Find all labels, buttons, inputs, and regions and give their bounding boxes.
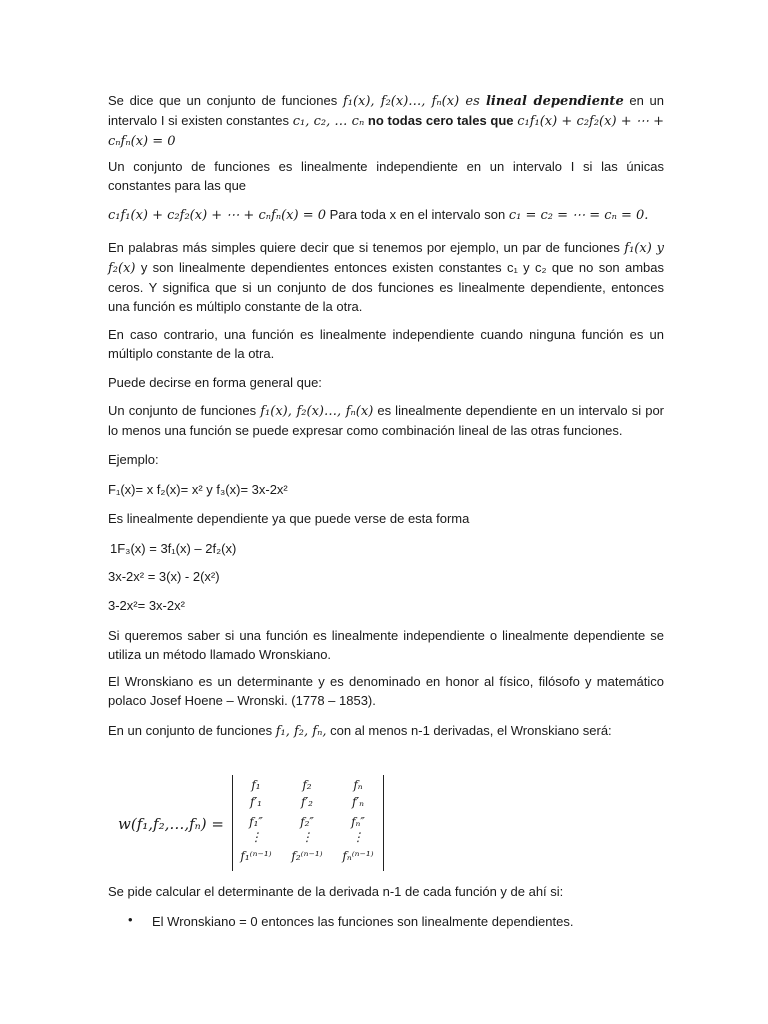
wronskian-determinant — [232, 775, 384, 871]
example-statement: Es linealmente dependiente ya que puede verse de esta forma — [108, 511, 470, 526]
paragraph-contrary: En caso contrario, una función es linealmente independiente cuando ninguna función es un múltiplo constante de la otra. — [108, 327, 664, 361]
matrix-cell: f′₁ — [250, 795, 262, 809]
example-functions: F₁(x)= x f₂(x)= x² y f₃(x)= 3x-2x² — [108, 482, 288, 497]
bullet-icon: • — [128, 912, 133, 927]
wronskian-label: w(f₁,f₂,…,fₙ) = — [118, 815, 224, 833]
matrix-cell: ⋮ — [301, 830, 313, 844]
paragraph-definition-dependent — [108, 91, 664, 151]
matrix-cell: f₂⁽ⁿ⁻¹⁾ — [291, 849, 323, 863]
matrix-cell: f₁″ — [249, 815, 263, 829]
math-equation: c₁f₁(x) + c₂f₂(x) + ⋯ + cₙfₙ(x) = 0 — [108, 208, 326, 223]
matrix-cell: f′₂ — [301, 795, 313, 809]
text-no-todas-cero: no todas cero tales que — [364, 113, 518, 128]
math-functions: f₁, f₂, fₙ, — [275, 724, 327, 739]
matrix-cell: f₂″ — [300, 815, 314, 829]
math-equation: c₁f₁(x) + c₂f₂(x) + ⋯ + cₙfₙ(x) = 0 — [108, 114, 664, 149]
math-functions: f₁(x), f₂(x)…, fₙ(x) — [260, 404, 374, 419]
text: con al menos n-1 derivadas, el Wronskiano será: — [326, 723, 612, 738]
text: En un conjunto de funciones — [108, 723, 276, 738]
bullet-item: El Wronskiano = 0 entonces las funciones son linealmente dependientes. — [152, 914, 574, 929]
text: en un intervalo I si existen constantes — [108, 93, 665, 128]
matrix-cell: f₂ — [302, 778, 312, 792]
math-lineal-dependiente: lineal dependiente — [485, 94, 624, 109]
example-result: 3-2x²= 3x-2x² — [108, 598, 185, 613]
math-functions: f₁(x) y f₂(x) — [108, 241, 664, 276]
paragraph-definition-independent: Un conjunto de funciones es linealmente independiente en un intervalo I si las únicas constantes para las que — [108, 159, 664, 193]
text: Un conjunto de funciones — [108, 403, 261, 418]
text: Se dice que un conjunto de funciones — [108, 93, 343, 108]
matrix-cell: ⋮ — [250, 830, 262, 844]
paragraph-general-definition — [108, 401, 664, 440]
matrix-cell: fₙ — [353, 778, 363, 792]
math-constants-zero: c₁ = c₂ = ⋯ = cₙ = 0. — [508, 208, 649, 223]
example-combination: 1F₃(x) = 3f₁(x) – 2f₂(x) — [110, 541, 237, 556]
example-step: 3x-2x² = 3(x) - 2(x²) — [108, 569, 220, 584]
matrix-cell: f′ₙ — [351, 795, 365, 809]
math-es: es — [459, 94, 486, 109]
paragraph-wronskian-history: El Wronskiano es un determinante y es denominado en honor al físico, filósofo y matemático polaco Josef Hoene – Wronski. (1778 – 1853). — [108, 674, 664, 708]
text: En palabras más simples quiere decir que si tenemos por ejemplo, un par de funciones — [108, 240, 625, 255]
matrix-cell: fₙ⁽ⁿ⁻¹⁾ — [342, 849, 374, 863]
text: es linealmente dependiente en un intervalo si por lo menos una función se puede expresar como combinación lineal de las otras funciones. — [108, 403, 664, 438]
paragraph-wronskian-intro — [108, 721, 612, 741]
matrix-cell: fₙ″ — [351, 815, 365, 829]
example-heading: Ejemplo: — [108, 452, 159, 467]
matrix-cell: f₁⁽ⁿ⁻¹⁾ — [240, 849, 272, 863]
paragraph-wronskian-method: Si queremos saber si una función es linealmente independiente o linealmente dependiente se utiliza un método llamado Wronskiano. — [108, 628, 664, 662]
paragraph-general: Puede decirse en forma general que: — [108, 375, 322, 390]
text: Para toda x en el intervalo son — [326, 207, 509, 222]
paragraph-simple-words — [108, 238, 664, 316]
math-constants: c₁, c₂, … cₙ — [292, 114, 365, 129]
text: y son linealmente dependientes entonces existen constantes c₁ y c₂ que no son ambas ceros. Y significa que si un conjunto de dos funciones es linealmente dependiente, entonces una función es múltiplo constante de la otra. — [108, 260, 664, 314]
matrix-cell: f₁ — [251, 778, 261, 792]
equation-line — [108, 205, 648, 225]
paragraph-calculate: Se pide calcular el determinante de la derivada n-1 de cada función y de ahí si: — [108, 884, 564, 899]
matrix-cell: ⋮ — [352, 830, 364, 844]
math-functions: f₁(x), f₂(x)…, fₙ(x) — [342, 94, 460, 109]
